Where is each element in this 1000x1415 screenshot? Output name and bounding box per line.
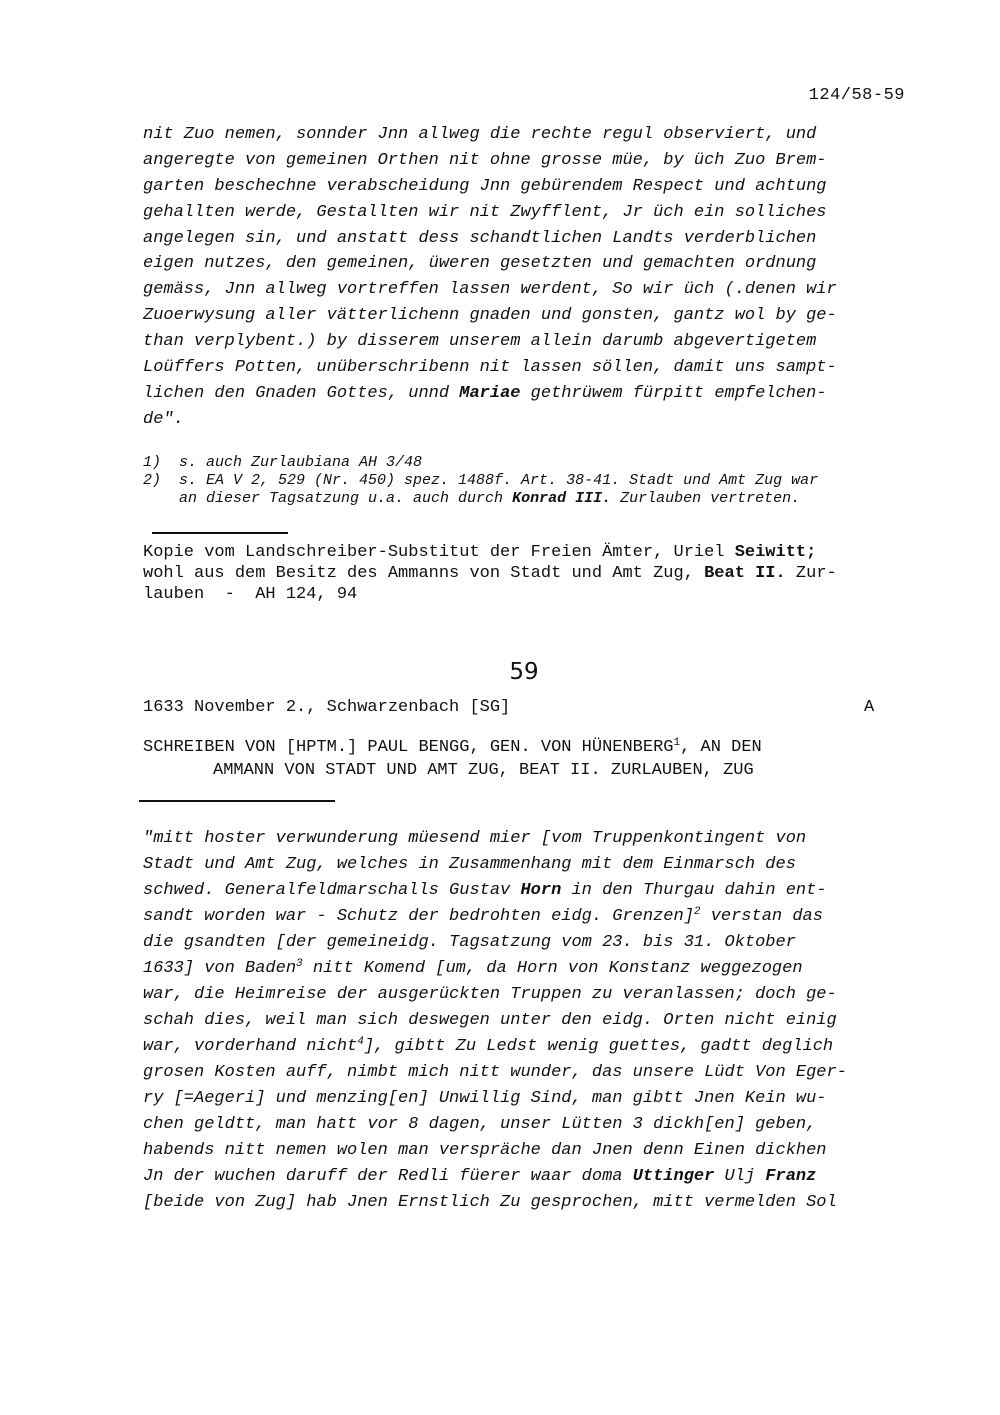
text-segment: sandt worden war - Schutz der bedrohten eidg. Grenzen] bbox=[143, 907, 694, 926]
text-line: die gsandten [der gemeineidg. Tagsatzung vom 23. bis 31. Oktober bbox=[143, 933, 796, 952]
text-line bbox=[143, 1164, 923, 1190]
document-number: 59 bbox=[509, 659, 539, 685]
text-line bbox=[143, 904, 923, 930]
name-mariae: Mariae bbox=[459, 383, 521, 403]
text-line bbox=[143, 1034, 923, 1060]
text-line: war, die Heimreise der ausgerückten Truppen zu veranlassen; doch ge- bbox=[143, 985, 837, 1004]
footnote-ref: 2 bbox=[693, 906, 701, 918]
footnotes bbox=[143, 454, 913, 508]
footnote-ref: 1 bbox=[673, 737, 681, 749]
text-segment: SCHREIBEN VON [HPTM.] PAUL BENGG, GEN. VON HÜNENBERG bbox=[143, 738, 674, 757]
source-note bbox=[143, 543, 923, 605]
text-line: chen geldtt, man hatt vor 8 dagen, unser Lütten 3 dickh[en] geben, bbox=[143, 1115, 817, 1134]
text-segment: nitt Komend [um, da Horn von Konstanz weggezogen bbox=[302, 959, 803, 978]
footnote-continuation bbox=[143, 490, 913, 508]
text-segment: war, vorderhand nicht bbox=[143, 1037, 358, 1056]
text-segment: in den Thurgau dahin ent- bbox=[561, 881, 827, 900]
text-segment: 1633] von Baden bbox=[143, 959, 297, 978]
text-segment: Ulj bbox=[714, 1167, 766, 1186]
name-horn: Horn bbox=[520, 881, 562, 900]
text-line: schah dies, weil man sich deswegen unter den eidg. Orten nicht einig bbox=[143, 1011, 837, 1030]
text-line: angeregte von gemeinen Orthen nit ohne grosse müe, by üch Zuo Brem- bbox=[143, 150, 827, 170]
text-line: gemäss, Jnn allweg vortreffen lassen werdent, So wir üch (.denen wir bbox=[143, 280, 837, 300]
text-segment: verstan das bbox=[700, 907, 823, 926]
text-line: [beide von Zug] hab Jnen Ernstlich Zu gesprochen, mitt vermelden Sol bbox=[143, 1193, 837, 1212]
text-line bbox=[143, 564, 923, 585]
text-segment: wohl aus dem Besitz des Ammanns von Stadt und Amt Zug, bbox=[143, 563, 705, 583]
document-text bbox=[143, 826, 923, 1216]
name-beat-ii: Beat II. bbox=[704, 563, 786, 583]
text-segment: an dieser Tagsatzung u.a. auch durch bbox=[179, 490, 513, 507]
text-line: lauben - AH 124, 94 bbox=[143, 584, 358, 604]
text-line bbox=[143, 381, 913, 407]
date-place: 1633 November 2., Schwarzenbach [SG] bbox=[143, 698, 511, 717]
name-seiwitt: Seiwitt; bbox=[734, 543, 817, 562]
text-line: Stadt und Amt Zug, welches in Zusammenhang mit dem Einmarsch des bbox=[143, 855, 796, 874]
footnote bbox=[143, 472, 913, 490]
footnote-text: s. EA V 2, 529 (Nr. 450) spez. 1488f. Art. 38-41. Stadt und Amt Zug war bbox=[179, 472, 819, 489]
text-line: nit Zuo nemen, sonnder Jnn allweg die rechte regul observiert, und bbox=[143, 125, 817, 144]
previous-document-text bbox=[143, 122, 913, 433]
text-line bbox=[143, 878, 923, 904]
footnote-text: s. auch Zurlaubiana AH 3/48 bbox=[179, 454, 423, 471]
text-line: grosen Kosten auff, nimbt mich nitt wunder, das unsere Lüdt Von Eger- bbox=[143, 1063, 847, 1082]
text-segment: Zurlauben vertreten. bbox=[611, 490, 801, 507]
footnote-ref: 3 bbox=[296, 958, 303, 970]
text-segment: schwed. Generalfeldmarschalls Gustav bbox=[143, 881, 521, 900]
text-line: de". bbox=[143, 409, 184, 429]
text-segment: ], gibtt Zu Ledst wenig guettes, gadtt deglich bbox=[363, 1037, 834, 1056]
name-uttinger: Uttinger bbox=[632, 1167, 715, 1186]
footnote bbox=[143, 454, 913, 472]
name-franz: Franz bbox=[765, 1167, 817, 1186]
text-line: Loüffers Potten, unüberschribenn nit lassen söllen, damit uns sampt- bbox=[143, 358, 837, 378]
page-number: 124/58-59 bbox=[808, 86, 905, 105]
text-segment: , AN DEN bbox=[680, 738, 762, 757]
text-segment: Zur- bbox=[785, 563, 837, 583]
text-line: garten beschechne verabscheidung Jnn gebürendem Respect und achtung bbox=[143, 176, 827, 196]
heading-divider bbox=[139, 800, 335, 802]
text-line: Zuoerwysung aller vätterlichenn gnaden und gonsten, gantz wol by ge- bbox=[143, 306, 837, 326]
text-segment: lichen den Gnaden Gottes, unnd bbox=[143, 383, 460, 403]
text-line: habends nitt nemen wolen man verspräche dan Jnen denn Einen dickhen bbox=[143, 1141, 827, 1160]
text-segment: Kopie vom Landschreiber-Substitut der Freien Ämter, Uriel bbox=[143, 543, 735, 562]
footnote-number: 1) bbox=[143, 454, 162, 471]
text-line: ry [=Aegeri] und menzing[en] Unwillig Sind, man gibtt Jnen Kein wu- bbox=[143, 1089, 827, 1108]
footnote-number: 2) bbox=[143, 472, 162, 489]
heading-line bbox=[143, 736, 762, 759]
text-line bbox=[143, 543, 923, 564]
text-line: eigen nutzes, den gemeinen, üweren gesetzten und gemachten ordnung bbox=[143, 254, 817, 274]
name-konrad-iii: Konrad III. bbox=[512, 490, 612, 507]
text-segment: gethrüwem fürpitt empfelchen- bbox=[520, 383, 827, 403]
text-line: angelegen sin, und anstatt dess schandtlichen Landts verderblichen bbox=[143, 228, 817, 248]
text-line: gehallten werde, Gestallten wir nit Zwyfflent, Jr üch ein solliches bbox=[143, 202, 827, 222]
heading-line: AMMANN VON STADT UND AMT ZUG, BEAT II. ZURLAUBEN, ZUG bbox=[213, 761, 754, 780]
text-line bbox=[143, 956, 923, 982]
footnote-ref: 4 bbox=[357, 1036, 364, 1048]
text-segment: Jn der wuchen daruff der Redli füerer waar doma bbox=[143, 1167, 633, 1186]
text-line: "mitt hoster verwunderung müesend mier [vom Truppenkontingent von bbox=[143, 829, 807, 848]
document-heading bbox=[143, 736, 762, 782]
footnote-divider bbox=[152, 532, 288, 534]
document-type: A bbox=[864, 698, 875, 717]
text-line: than verplybent.) by disserem unserem allein darumb abgevertigetem bbox=[143, 332, 817, 352]
